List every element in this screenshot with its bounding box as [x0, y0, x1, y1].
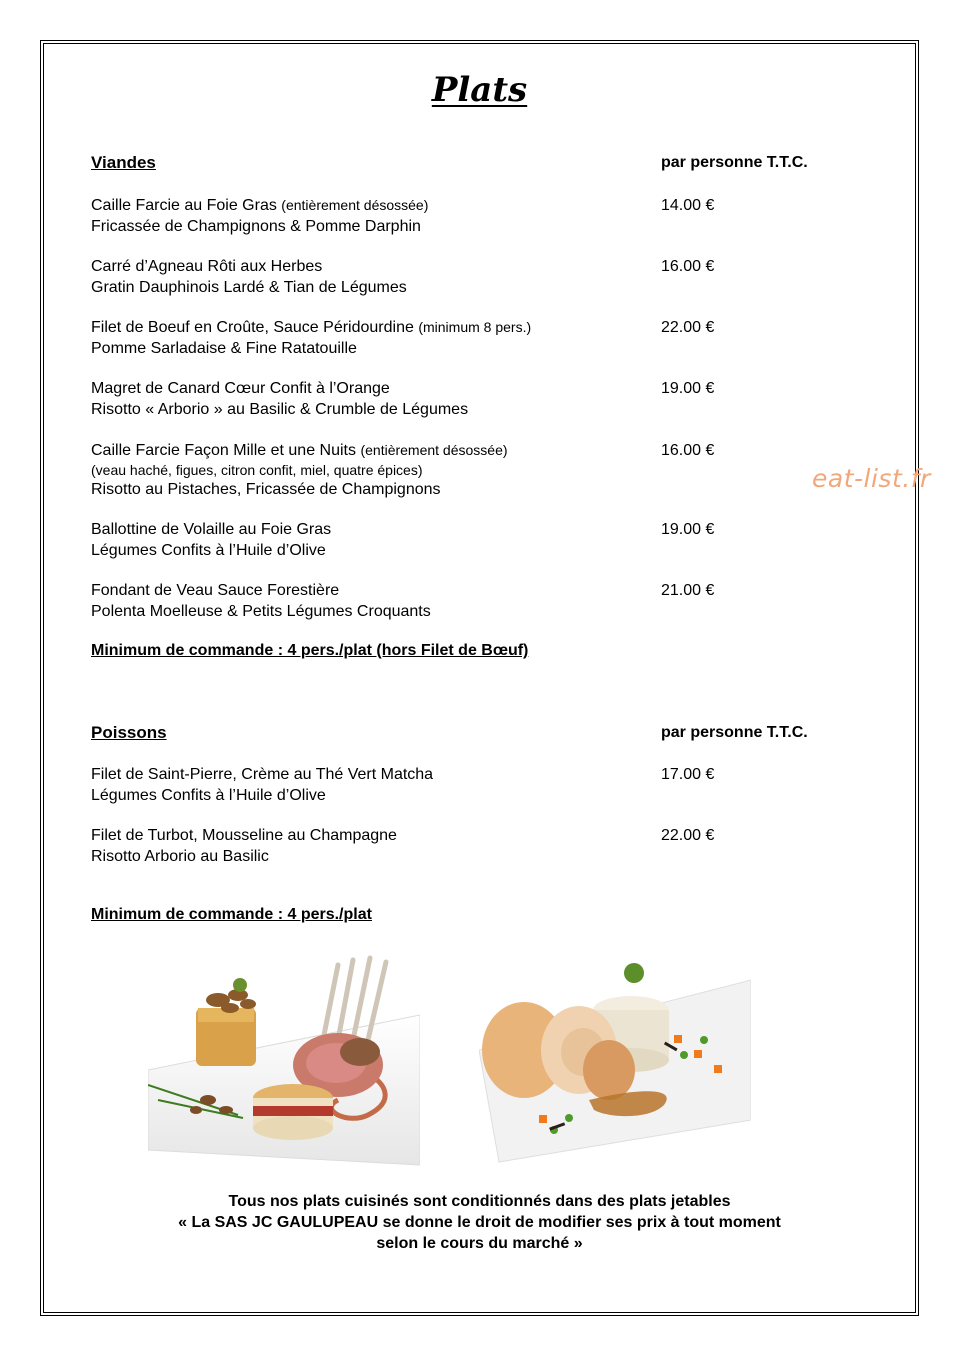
price-heading-viandes: par personne T.T.C. — [661, 154, 808, 171]
menu-item: Filet de Turbot, Mousseline au Champagne Risotto Arborio au Basilic — [91, 827, 397, 865]
lamb-dish-photo — [148, 940, 420, 1170]
watermark: eat-list.fr — [812, 464, 931, 493]
menu-item-price: 21.00 € — [661, 582, 715, 599]
price-heading-poissons: par personne T.T.C. — [661, 724, 808, 741]
menu-item-price: 14.00 € — [661, 197, 715, 214]
section-heading-viandes: Viandes — [91, 153, 156, 172]
menu-item-price: 22.00 € — [661, 827, 715, 844]
ballottine-dish-photo — [479, 940, 751, 1170]
menu-item-price: 17.00 € — [661, 766, 715, 783]
menu-item: Filet de Saint-Pierre, Crème au Thé Vert Matcha Légumes Confits à l’Huile d’Olive — [91, 766, 434, 804]
page-title: Plats — [431, 70, 528, 110]
menu-item: Carré d’Agneau Rôti aux Herbes Gratin Dauphinois Lardé & Tian de Légumes — [91, 258, 407, 296]
menu-item: Caille Farcie Façon Mille et une Nuits (entièrement désossée) (veau haché, figues, citron confit, miel, quatre épices) Risotto au Pistaches, Fricassée de Champignons — [91, 442, 508, 498]
minimum-order-note-viandes: Minimum de commande : 4 pers./plat (hors Filet de Bœuf) — [91, 642, 529, 659]
menu-item-price: 16.00 € — [661, 442, 715, 459]
section-heading-poissons: Poissons — [91, 723, 167, 742]
menu-item-price: 16.00 € — [661, 258, 715, 275]
minimum-order-note-poissons: Minimum de commande : 4 pers./plat — [91, 906, 372, 923]
menu-item: Filet de Boeuf en Croûte, Sauce Péridourdine (minimum 8 pers.) Pomme Sarladaise & Fine Ratatouille — [91, 319, 532, 357]
menu-item-price: 19.00 € — [661, 380, 715, 397]
menu-item: Magret de Canard Cœur Confit à l’Orange Risotto « Arborio » au Basilic & Crumble de Légumes — [91, 380, 469, 418]
menu-item: Ballottine de Volaille au Foie Gras Légumes Confits à l’Huile d’Olive — [91, 521, 332, 559]
menu-item: Caille Farcie au Foie Gras (entièrement désossée) Fricassée de Champignons & Pomme Darphin — [91, 197, 429, 235]
menu-item: Fondant de Veau Sauce Forestière Polenta Moelleuse & Petits Légumes Croquants — [91, 582, 431, 620]
menu-item-price: 22.00 € — [661, 319, 715, 336]
menu-item-price: 19.00 € — [661, 521, 715, 538]
footer-note: Tous nos plats cuisinés sont conditionnés dans des plats jetables « La SAS JC GAULUPEAU se donne le droit de modifier ses prix à tout moment selon le cours du marché » — [178, 1193, 781, 1252]
